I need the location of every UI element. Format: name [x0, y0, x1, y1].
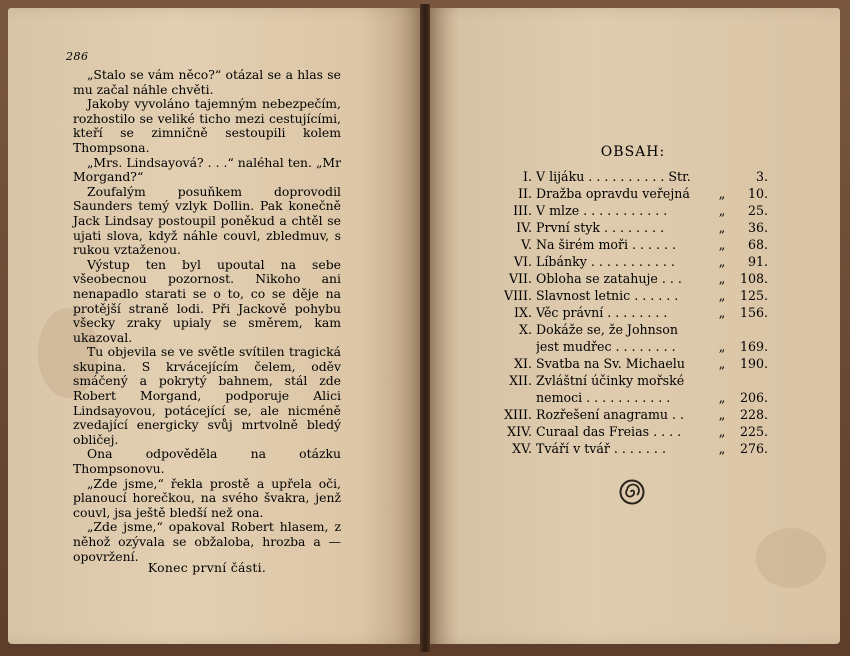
- toc-page: 25.: [747, 203, 768, 218]
- toc-title: Líbánky . . . . . . . . . . .: [536, 254, 675, 269]
- toc-entry: [498, 389, 768, 406]
- toc-title: Slavnost letnic . . . . . .: [536, 288, 679, 303]
- toc-ditto: „: [718, 305, 726, 320]
- toc-page: 190.: [739, 356, 768, 371]
- paragraph: „Zde jsme,“ řekla prostě a upřela oči, planoucí horečkou, na svého švakra, jenž couvl, jsa ještě bledší než ona.: [73, 475, 341, 520]
- toc-entry: [498, 321, 768, 338]
- toc-number: III.: [513, 203, 532, 218]
- toc-ditto: „: [718, 424, 726, 439]
- paragraph: Tu objevila se ve světle svítilen tragická skupina. S krvácejícím čelem, oděv smáčený a pokrytý bahnem, stál zde Robert Morgand, podporuje Alici Lindsayovou, potácející se, ale nicméně zvedající energicky svůj mrtvolně bledý obličej.: [73, 344, 341, 447]
- toc-page: 276.: [739, 441, 768, 456]
- toc-entry: [498, 423, 768, 440]
- toc-ditto: „: [718, 339, 726, 354]
- toc-title: První styk . . . . . . . .: [536, 220, 665, 235]
- toc-entry: [498, 440, 768, 457]
- toc-entry: [498, 236, 768, 253]
- paragraph: „Mrs. Lindsayová? . . .“ naléhal ten. „Mr Morgand?“: [73, 154, 341, 185]
- spiral-ornament-icon: [619, 479, 645, 505]
- toc-page: 91.: [747, 254, 768, 269]
- toc-page: 225.: [739, 424, 768, 439]
- page-number: 286: [66, 50, 89, 63]
- toc-ditto: „: [718, 203, 726, 218]
- toc-title: Zvláštní účinky mořské: [536, 373, 685, 388]
- toc-title: V lijáku . . . . . . . . . . Str.: [536, 169, 691, 184]
- paragraph: Ona odpověděla na otázku Thompsonovu.: [73, 446, 341, 477]
- toc-title: Tváří v tvář . . . . . . .: [536, 441, 666, 456]
- table-of-contents: [498, 168, 768, 457]
- toc-entry: [498, 406, 768, 423]
- toc-entry: [498, 338, 768, 355]
- toc-title: jest mudřec . . . . . . . .: [536, 339, 676, 354]
- toc-page: 169.: [739, 339, 768, 354]
- toc-entry: [498, 219, 768, 236]
- toc-ditto: „: [718, 407, 726, 422]
- toc-ditto: „: [718, 254, 726, 269]
- toc-title: Dražba opravdu veřejná: [536, 186, 690, 201]
- toc-title: Dokáže se, že Johnson: [536, 322, 678, 337]
- toc-page: 108.: [739, 271, 768, 286]
- toc-entry: [498, 168, 768, 185]
- toc-number: XIII.: [504, 407, 532, 422]
- toc-number: IX.: [514, 305, 532, 320]
- toc-number: VIII.: [503, 288, 532, 303]
- toc-entry: [498, 287, 768, 304]
- toc-ditto: „: [718, 288, 726, 303]
- toc-ditto: „: [718, 390, 726, 405]
- toc-ditto: „: [718, 237, 726, 252]
- toc-title: V mlze . . . . . . . . . . .: [536, 203, 668, 218]
- toc-number: VII.: [508, 271, 532, 286]
- paragraph: Jakoby vyvoláno tajemným nebezpečím, rozhostilo se veliké ticho mezi cestujícími, kteří se zimničně sestoupili kolem Thompsona.: [73, 96, 341, 155]
- toc-number: X.: [519, 322, 532, 337]
- chapter-text: [73, 68, 341, 564]
- toc-page: 10.: [747, 186, 768, 201]
- paragraph: Zoufalým posuňkem doprovodil Saunders temý vzlyk Dollin. Pak konečně Jack Lindsay postoupil poněkud a chtěl se ujati slova, když náhle couvl, zbledmuv, s rukou vztaženou.: [73, 183, 341, 258]
- toc-number: I.: [523, 169, 532, 184]
- toc-number: VI.: [513, 254, 532, 269]
- paragraph: „Zde jsme,“ opakoval Robert hlasem, z něhož ozývala se obžaloba, hrozba a — opovržení.: [73, 519, 341, 564]
- toc-title: Svatba na Sv. Michaelu: [536, 356, 685, 371]
- toc-entry: [498, 253, 768, 270]
- toc-page: 228.: [739, 407, 768, 422]
- toc-ditto: „: [718, 356, 726, 371]
- toc-number: XII.: [509, 373, 532, 388]
- toc-title: Obloha se zatahuje . . .: [536, 271, 682, 286]
- toc-entry: [498, 202, 768, 219]
- toc-ditto: „: [718, 186, 726, 201]
- toc-number: V.: [521, 237, 532, 252]
- book-gutter: [420, 4, 430, 652]
- toc-ditto: „: [718, 441, 726, 456]
- toc-entry: [498, 185, 768, 202]
- end-of-part-note: Konec první části.: [147, 560, 267, 575]
- toc-number: XV.: [512, 441, 532, 456]
- toc-page: 156.: [739, 305, 768, 320]
- toc-page: 206.: [739, 390, 768, 405]
- toc-title: nemoci . . . . . . . . . . .: [536, 390, 671, 405]
- toc-number: IV.: [516, 220, 532, 235]
- toc-title: Na širém moři . . . . . .: [536, 237, 677, 252]
- paragraph: „Stalo se vám něco?“ otázal se a hlas se mu začal náhle chvěti.: [73, 67, 341, 97]
- toc-entry: [498, 304, 768, 321]
- toc-number: XI.: [514, 356, 532, 371]
- toc-heading: OBSAH:: [600, 144, 666, 160]
- toc-ditto: „: [718, 220, 726, 235]
- toc-title: Rozřešení anagramu . .: [536, 407, 685, 422]
- toc-entry: [498, 372, 768, 389]
- toc-entry: [498, 270, 768, 287]
- toc-title: Curaal das Freias . . . .: [536, 424, 682, 439]
- toc-number: XIV.: [507, 424, 532, 439]
- paragraph: Výstup ten byl upoutal na sebe všeobecnou pozornost. Nikoho ani nenapadlo starati se o to, co se děje na protější straně lodi. Při Jackově pohybu všecky zraky upialy se směrem, kam ukazoval.: [73, 256, 341, 345]
- toc-page: 68.: [747, 237, 768, 252]
- toc-title: Věc právní . . . . . . . .: [536, 305, 668, 320]
- toc-ditto: „: [718, 271, 726, 286]
- toc-page: 125.: [739, 288, 768, 303]
- toc-number: II.: [518, 186, 532, 201]
- paper-stain: [756, 528, 826, 588]
- toc-page: 36.: [747, 220, 768, 235]
- toc-page: 3.: [755, 169, 768, 184]
- toc-entry: [498, 355, 768, 372]
